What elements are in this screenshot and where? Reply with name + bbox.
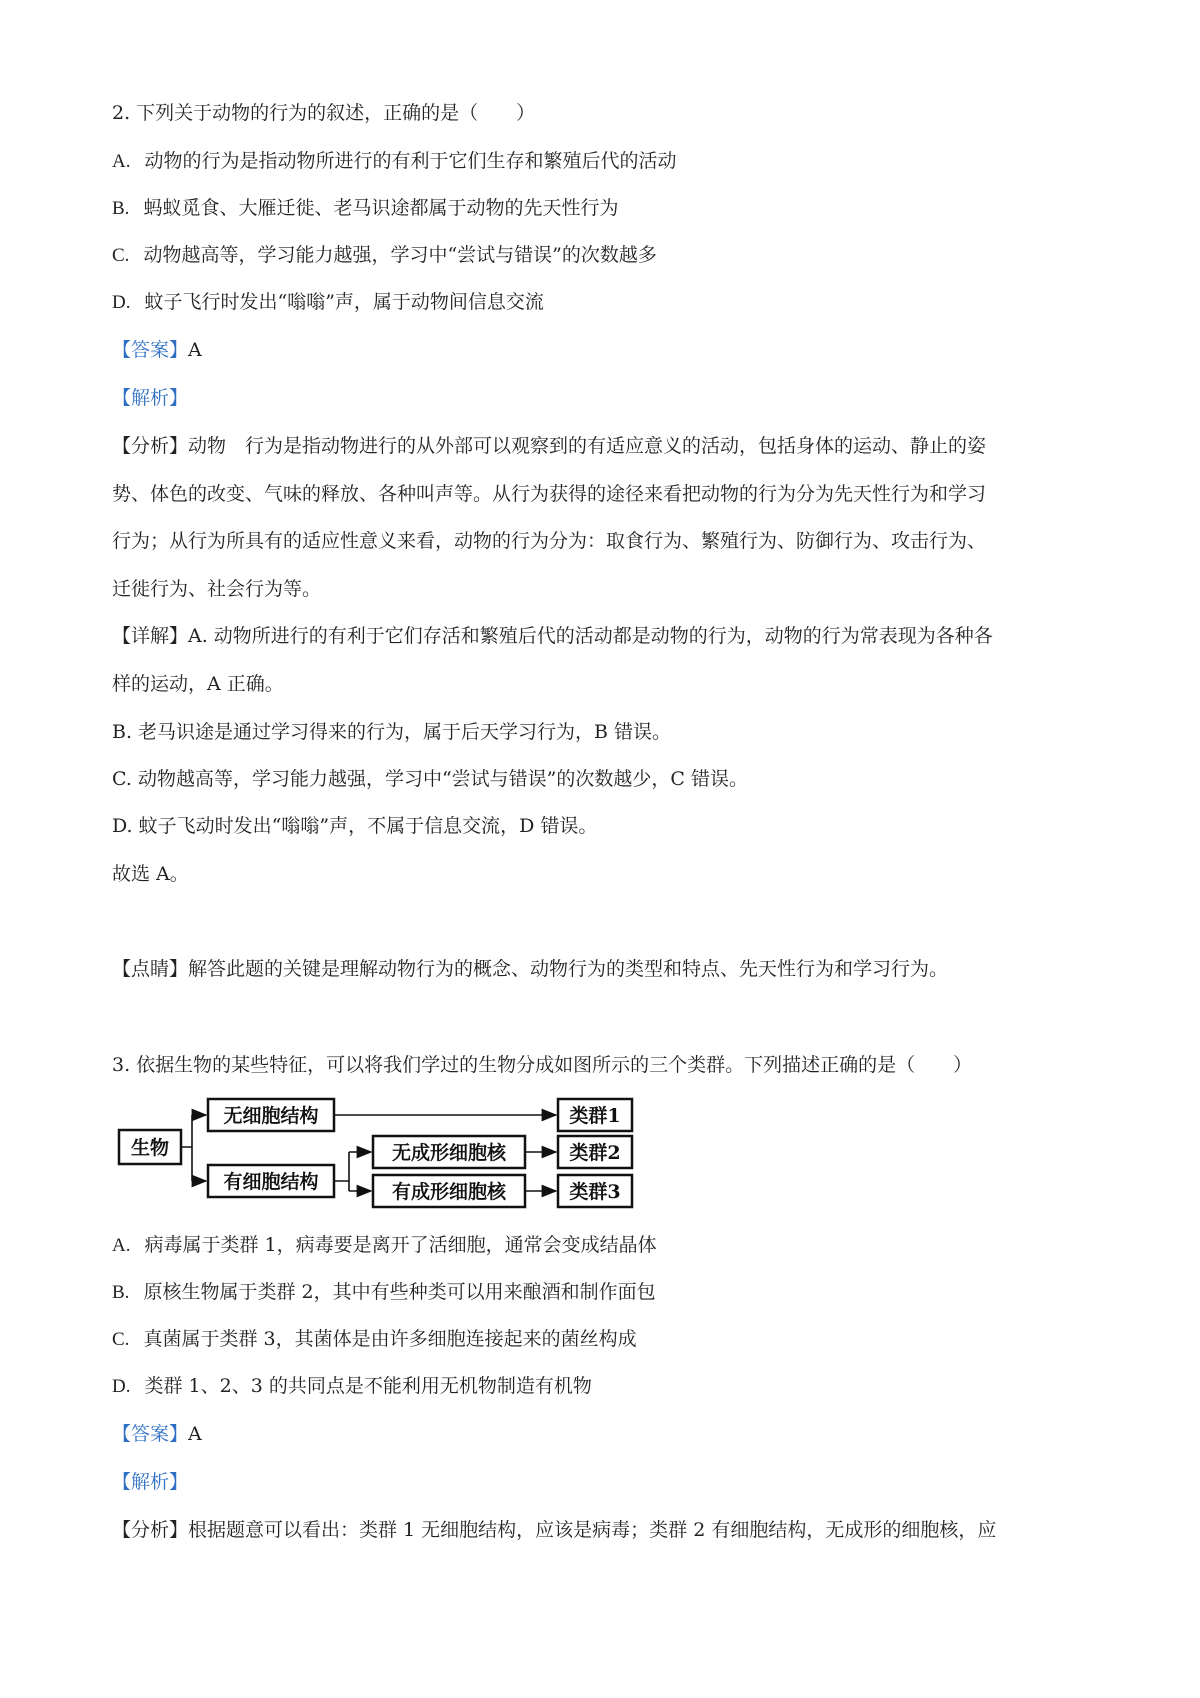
q3-stem: 3. 依据生物的某些特征，可以将我们学过的生物分成如图所示的三个类群。下列描述正确的是（ ） bbox=[112, 1054, 973, 1076]
option-text: 原核生物属于类群 2，其中有些种类可以用来酿酒和制作面包 bbox=[143, 1281, 656, 1303]
option-text: 真菌属于类群 3，其菌体是由许多细胞连接起来的菌丝构成 bbox=[143, 1328, 637, 1350]
q2-option-d bbox=[112, 287, 1100, 318]
q2-stem: 2. 下列关于动物的行为的叙述，正确的是（ ） bbox=[112, 102, 536, 124]
option-letter: A. bbox=[112, 151, 131, 172]
answer-tag: 【答案】 bbox=[112, 339, 189, 361]
option-text: 蚂蚁觅食、大雁迁徙、老马识途都属于动物的先天性行为 bbox=[143, 197, 619, 219]
answer-tag: 【答案】 bbox=[112, 1423, 189, 1445]
q2-analysis-line: 行为；从行为所具有的适应性意义来看，动物的行为分为：取食行为、繁殖行为、防御行为、攻击行为、 bbox=[112, 530, 987, 552]
label-root: 生物 bbox=[130, 1137, 170, 1159]
connector-root bbox=[181, 1115, 192, 1181]
q2-analysis-line: 【分析】动物 行为是指动物进行的从外部可以观察到的有适应意义的活动，包括身体的运动、静止的姿 bbox=[112, 435, 987, 457]
label-no-nucleus: 无成形细胞核 bbox=[391, 1142, 507, 1164]
q3-answer bbox=[112, 1419, 1100, 1449]
label-no-cell: 无细胞结构 bbox=[223, 1105, 319, 1127]
option-text: 动物的行为是指动物所进行的有利于它们生存和繁殖后代的活动 bbox=[144, 150, 677, 172]
q2-detail-line: C. 动物越高等，学习能力越强，学习中“尝试与错误”的次数越少，C 错误。 bbox=[112, 768, 748, 790]
classification-diagram bbox=[117, 1090, 637, 1220]
answer-value: A bbox=[188, 1423, 202, 1445]
q2-answer bbox=[112, 335, 1100, 365]
q3-option-c bbox=[112, 1324, 1100, 1355]
option-letter: B. bbox=[112, 1282, 130, 1303]
option-text: 类群 1、2、3 的共同点是不能利用无机物制造有机物 bbox=[144, 1375, 592, 1397]
option-text: 动物越高等，学习能力越强，学习中“尝试与错误”的次数越多 bbox=[143, 244, 657, 266]
connector-has-cell bbox=[334, 1152, 349, 1191]
label-has-cell: 有细胞结构 bbox=[223, 1171, 319, 1193]
label-group1: 类群1 bbox=[569, 1105, 621, 1127]
option-letter: C. bbox=[112, 1329, 130, 1350]
option-letter: D. bbox=[112, 1376, 131, 1397]
q3-option-d bbox=[112, 1371, 1100, 1402]
q2-detail-line: 【详解】A. 动物所进行的有利于它们存活和繁殖后代的活动都是动物的行为，动物的行为常表现为各种各 bbox=[112, 625, 993, 647]
label-has-nucleus: 有成形细胞核 bbox=[391, 1181, 507, 1203]
q2-comment: 【点睛】解答此题的关键是理解动物行为的概念、动物行为的类型和特点、先天性行为和学习行为。 bbox=[112, 958, 949, 980]
label-group3: 类群3 bbox=[569, 1181, 621, 1203]
q2-detail-line: B. 老马识途是通过学习得来的行为，属于后天学习行为，B 错误。 bbox=[112, 721, 672, 743]
option-text: 蚊子飞行时发出“嗡嗡”声，属于动物间信息交流 bbox=[144, 291, 544, 313]
answer-value: A bbox=[188, 339, 202, 361]
q2-detail-line: 样的运动，A 正确。 bbox=[112, 673, 284, 695]
option-letter: D. bbox=[112, 292, 131, 313]
option-letter: A. bbox=[112, 1235, 131, 1256]
option-text: 病毒属于类群 1，病毒要是离开了活细胞，通常会变成结晶体 bbox=[144, 1234, 657, 1256]
q2-option-a bbox=[112, 146, 1100, 177]
option-letter: B. bbox=[112, 198, 130, 219]
q2-analysis-line: 势、体色的改变、气味的释放、各种叫声等。从行为获得的途径来看把动物的行为分为先天性行为和学习 bbox=[112, 483, 987, 505]
q3-analysis-line: 【分析】根据题意可以看出：类群 1 无细胞结构，应该是病毒；类群 2 有细胞结构，无成形的细胞核，应 bbox=[112, 1519, 997, 1541]
option-letter: C. bbox=[112, 245, 130, 266]
q2-analysis-line: 迁徙行为、社会行为等。 bbox=[112, 578, 322, 600]
q3-analysis-tag: 【解析】 bbox=[112, 1471, 189, 1493]
q2-analysis-tag: 【解析】 bbox=[112, 387, 189, 409]
q2-option-c bbox=[112, 240, 1100, 271]
label-group2: 类群2 bbox=[569, 1142, 621, 1164]
q3-option-b bbox=[112, 1277, 1100, 1308]
q2-detail-line: 故选 A。 bbox=[112, 863, 189, 885]
q2-detail-line: D. 蚊子飞动时发出“嗡嗡”声，不属于信息交流，D 错误。 bbox=[112, 815, 598, 837]
q3-option-a bbox=[112, 1230, 1100, 1261]
q2-option-b bbox=[112, 193, 1100, 224]
